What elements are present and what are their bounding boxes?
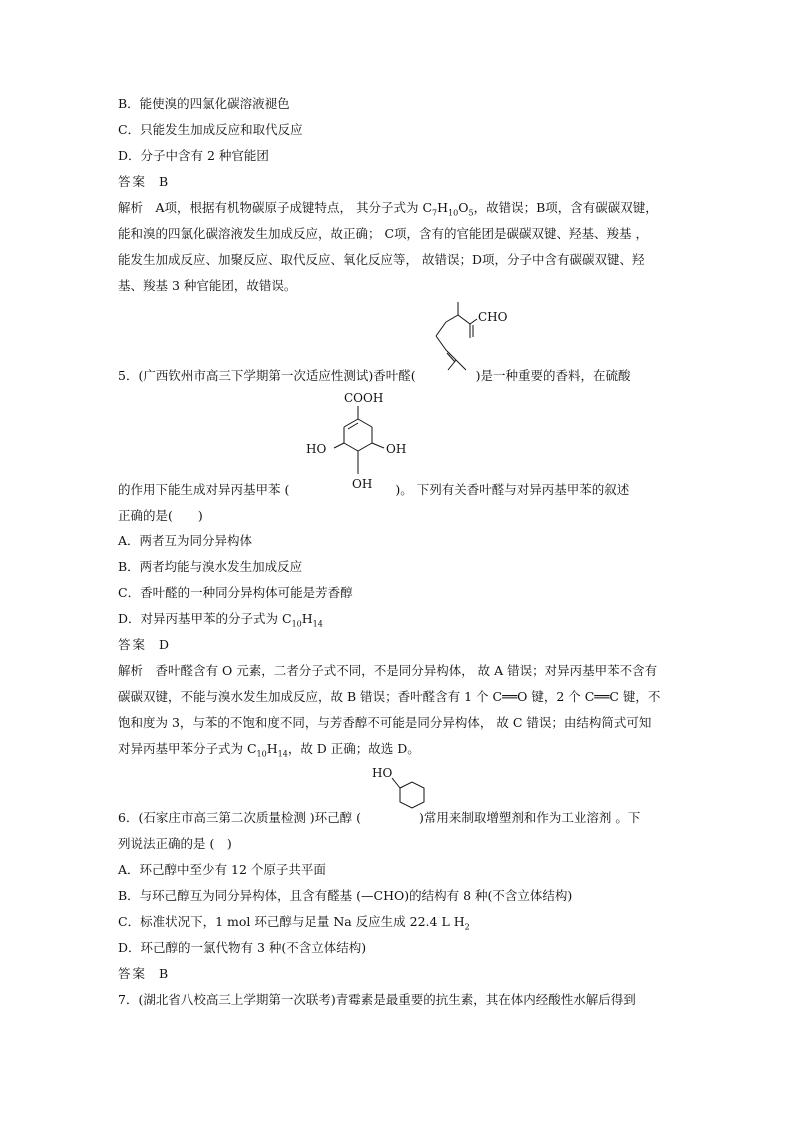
q6-option-d: D．环己醇的一氯代物有 3 种(不含立体结构) [118, 940, 367, 955]
q5-answer [118, 637, 169, 653]
q7-stem-line-1: 7．(湖北省八校高三上学期第一次联考)青霉素是最重要的抗生素，其在体内经酸性水解后得到 [118, 992, 636, 1007]
q5-option-c: C．香叶醛的一种同分异构体可能是芳香醇 [118, 585, 353, 600]
q4-option-b: B．能使溴的四氯化碳溶液褪色 [118, 96, 290, 111]
answer-label: 答案 [118, 174, 148, 189]
citral-cho-label: CHO [478, 310, 508, 324]
q5-explanation-line-2: 碳碳双键，不能与溴水发生加成反应，故 B 错误；香叶醛含有 1 个 C══O 键，2 个 C══C 键，不 [118, 689, 661, 704]
q5-explanation-line-3: 饱和度为 3，与苯的不饱和度不同，与芳香醇不可能是同分异构体， 故 C 错误；由结构简式可知 [118, 715, 652, 730]
q5-explanation-line-1: 解析 香叶醛含有 O 元素，二者分子式不同，不是同分异构体， 故 A 错误；对异丙基甲苯不含有 [118, 663, 658, 678]
q6-option-b: B．与环己醇互为同分异构体，且含有醛基 (—CHO)的结构有 8 种(不含立体结构) [118, 888, 573, 903]
q6-option-c: C．标准状况下，1 mol 环己醇与足量 Na 反应生成 22.4 L $H_2$ [118, 914, 470, 932]
q4-explanation-line-2: 能和溴的四氯化碳溶液发生加成反应，故正确； C项，含有的官能团是碳碳双键、羟基、羧基 ， [118, 226, 649, 241]
q4-option-d: D．分子中含有 2 种官能团 [118, 148, 269, 163]
q4-explanation-line-4: 基、羧基 3 种官能团，故错误。 [118, 278, 297, 293]
q6-stem-line-2: 列说法正确的是 ( ) [118, 836, 232, 851]
q5-explanation-line-4: 对异丙基甲苯分子式为 $C_{10}H_{14}$，故 D 正确；故选 D。 [118, 741, 420, 759]
q6-option-a: A．环己醇中至少有 12 个原子共平面 [118, 862, 326, 877]
answer-value: B [159, 174, 169, 189]
q5-stem-line-2: 的作用下能生成对异丙基甲苯 ( )。 下列有关香叶醛与对异丙基甲苯的叙述 [118, 482, 630, 497]
q4-option-c: C．只能发生加成反应和取代反应 [118, 122, 303, 137]
shikimic-acid-structure [300, 386, 410, 496]
q6-answer [118, 966, 168, 982]
shikimic-oh-left-label: HO [306, 442, 327, 456]
q5-option-a: A．两者互为同分异构体 [118, 533, 253, 548]
answer-label: 答案 [118, 637, 148, 652]
q5-option-b: B．两者均能与溴水发生加成反应 [118, 559, 303, 574]
answer-value: B [159, 966, 169, 981]
q5-option-d: D．对异丙基甲苯的分子式为 $C_{10}H_{14}$ [118, 611, 323, 629]
shikimic-oh-bottom-label: OH [352, 477, 373, 491]
cyclohexanol-ho-label: HO [372, 766, 393, 780]
answer-value: D [159, 637, 170, 652]
answer-label: 答案 [118, 966, 148, 981]
q4-answer [118, 174, 168, 190]
q5-stem-line-1: 5．(广西钦州市高三下学期第一次适应性测试)香叶醛( )是一种重要的香料，在硫酸 [118, 368, 631, 383]
shikimic-cooh-label: COOH [344, 391, 384, 405]
q4-explanation-line-1: 解析 A项，根据有机物碳原子成键特点， 其分子式为 $C_7H_{10}O_5$，故错误；B项，含有碳碳双键， [118, 200, 658, 218]
q6-stem-line-1: 6．(石家庄市高三第二次质量检测 )环己醇 ( )常用来制取增塑剂和作为工业溶剂 。下 [118, 810, 641, 825]
shikimic-oh-right-label: OH [386, 442, 407, 456]
q5-stem-line-3: 正确的是( ) [118, 508, 203, 523]
q4-explanation-line-3: 能发生加成反应、加聚反应、取代反应、氧化反应等， 故错误；D项，分子中含有碳碳双键、羟 [118, 252, 645, 267]
